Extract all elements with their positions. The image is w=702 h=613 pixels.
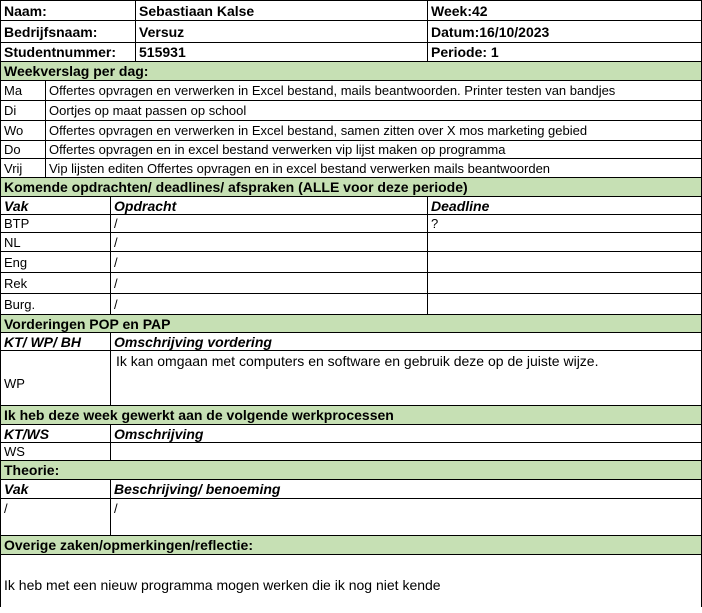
opdracht-vak: BTP bbox=[1, 215, 111, 233]
col-kt-wp-bh: KT/ WP/ BH bbox=[1, 333, 111, 351]
col-deadline: Deadline bbox=[428, 197, 702, 215]
day-text: Oortjes op maat passen op school bbox=[46, 101, 702, 121]
day-label: Vrij bbox=[1, 159, 46, 178]
werkproces-kt: WS bbox=[1, 443, 111, 461]
day-label: Ma bbox=[1, 81, 46, 101]
theorie-vak: / bbox=[1, 499, 111, 536]
opdracht-text: / bbox=[111, 252, 428, 273]
bedrijf-value: Versuz bbox=[136, 21, 428, 43]
opdracht-deadline bbox=[428, 233, 702, 252]
day-text: Offertes opvragen en verwerken in Excel bestand, mails beantwoorden. Printer testen van bandjes bbox=[46, 81, 702, 101]
opdracht-text: / bbox=[111, 233, 428, 252]
col-kt-ws: KT/WS bbox=[1, 425, 111, 443]
day-text: Offertes opvragen en in excel bestand verwerken vip lijst maken op programma bbox=[46, 141, 702, 159]
bedrijf-label: Bedrijfsnaam: bbox=[1, 21, 136, 43]
day-text: Vip lijsten editen Offertes opvragen en in excel bestand verwerken mails beantwoorden bbox=[46, 159, 702, 178]
opdracht-deadline: ? bbox=[428, 215, 702, 233]
opdracht-deadline bbox=[428, 273, 702, 294]
opdrachten-title: Komende opdrachten/ deadlines/ afspraken (ALLE voor deze periode) bbox=[1, 178, 702, 197]
theorie-text: / bbox=[111, 499, 702, 536]
vordering-text: Ik kan omgaan met computers en software en gebruik deze op de juiste wijze. bbox=[111, 351, 702, 406]
col-omschrijving: Omschrijving bbox=[111, 425, 702, 443]
vorderingen-title: Vorderingen POP en PAP bbox=[1, 315, 702, 333]
periode-label: Periode: 1 bbox=[428, 43, 702, 62]
day-label: Di bbox=[1, 101, 46, 121]
vordering-kt: WP bbox=[1, 351, 111, 406]
opdracht-text: / bbox=[111, 294, 428, 315]
werkproces-text bbox=[111, 443, 702, 461]
opdracht-deadline bbox=[428, 252, 702, 273]
studentnummer-label: Studentnummer: bbox=[1, 43, 136, 62]
weekverslag-title: Weekverslag per dag: bbox=[1, 62, 702, 81]
col-opdracht: Opdracht bbox=[111, 197, 428, 215]
opdracht-vak: Eng bbox=[1, 252, 111, 273]
col-omschrijving-vordering: Omschrijving vordering bbox=[111, 333, 702, 351]
naam-value: Sebastiaan Kalse bbox=[136, 1, 428, 21]
opdracht-vak: NL bbox=[1, 233, 111, 252]
overige-text: Ik heb met een nieuw programma mogen werken die ik nog niet kende bbox=[1, 555, 702, 607]
datum-label: Datum:16/10/2023 bbox=[428, 21, 702, 43]
opdracht-vak: Rek bbox=[1, 273, 111, 294]
day-label: Do bbox=[1, 141, 46, 159]
day-label: Wo bbox=[1, 121, 46, 141]
naam-label: Naam: bbox=[1, 1, 136, 21]
col-theorie-vak: Vak bbox=[1, 480, 111, 499]
theorie-title: Theorie: bbox=[1, 461, 702, 480]
studentnummer-value: 515931 bbox=[136, 43, 428, 62]
opdracht-vak: Burg. bbox=[1, 294, 111, 315]
opdracht-text: / bbox=[111, 215, 428, 233]
opdracht-text: / bbox=[111, 273, 428, 294]
overige-title: Overige zaken/opmerkingen/reflectie: bbox=[1, 536, 702, 555]
week-label: Week:42 bbox=[428, 1, 702, 21]
day-text: Offertes opvragen en verwerken in Excel bestand, samen zitten over X mos marketing gebied bbox=[46, 121, 702, 141]
col-beschrijving: Beschrijving/ benoeming bbox=[111, 480, 702, 499]
col-vak: Vak bbox=[1, 197, 111, 215]
werkprocessen-title: Ik heb deze week gewerkt aan de volgende werkprocessen bbox=[1, 406, 702, 425]
opdracht-deadline bbox=[428, 294, 702, 315]
